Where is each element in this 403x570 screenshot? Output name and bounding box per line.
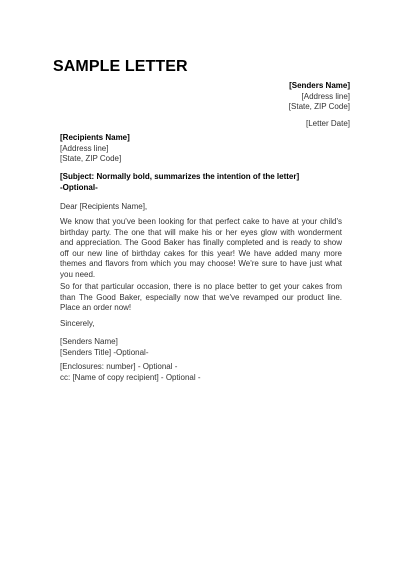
signature-block bbox=[60, 337, 148, 358]
document-title: SAMPLE LETTER bbox=[53, 58, 188, 75]
subject-optional: -Optional- bbox=[60, 182, 98, 192]
sender-state-zip: [State, ZIP Code] bbox=[288, 102, 350, 111]
salutation: Dear [Recipients Name], bbox=[60, 202, 148, 211]
enclosures-line: [Enclosures: number] - Optional - bbox=[60, 362, 178, 371]
sender-address-line: [Address line] bbox=[301, 91, 350, 101]
closing: Sincerely, bbox=[60, 319, 95, 328]
recipient-address-line: [Address line] bbox=[60, 143, 109, 153]
subject-line: [Subject: Normally bold, summarizes the intention of the letter] bbox=[60, 172, 300, 181]
subject-block bbox=[60, 172, 352, 193]
sender-name: [Senders Name] bbox=[289, 81, 350, 90]
recipient-name: [Recipients Name] bbox=[60, 133, 130, 142]
letter-date: [Letter Date] bbox=[305, 119, 350, 128]
recipient-address-block bbox=[60, 133, 130, 165]
body-paragraph-1: We know that you've been looking for that perfect cake to have at your child's birthday party. The one that will make his or her eyes glow with wonderment and appreciation. The Good Baker has finally completed and is ready to show off our new line of birthday cakes for this year! We have added many more themes and flavors from which you may choose! We're sure to have just what you need. bbox=[60, 217, 342, 279]
sender-address-block bbox=[289, 81, 350, 113]
body-paragraph-2: So for that particular occasion, there is no place better to get your cakes from than The Good Baker, especially now that we've revamped our product line. Place an order now! bbox=[60, 282, 342, 312]
enclosures-block bbox=[60, 362, 201, 383]
signature-title: [Senders Title] -Optional- bbox=[60, 347, 149, 357]
cc-line: cc: [Name of copy recipient] - Optional - bbox=[60, 372, 201, 382]
recipient-state-zip: [State, ZIP Code] bbox=[60, 154, 122, 163]
signature-name: [Senders Name] bbox=[60, 337, 118, 346]
